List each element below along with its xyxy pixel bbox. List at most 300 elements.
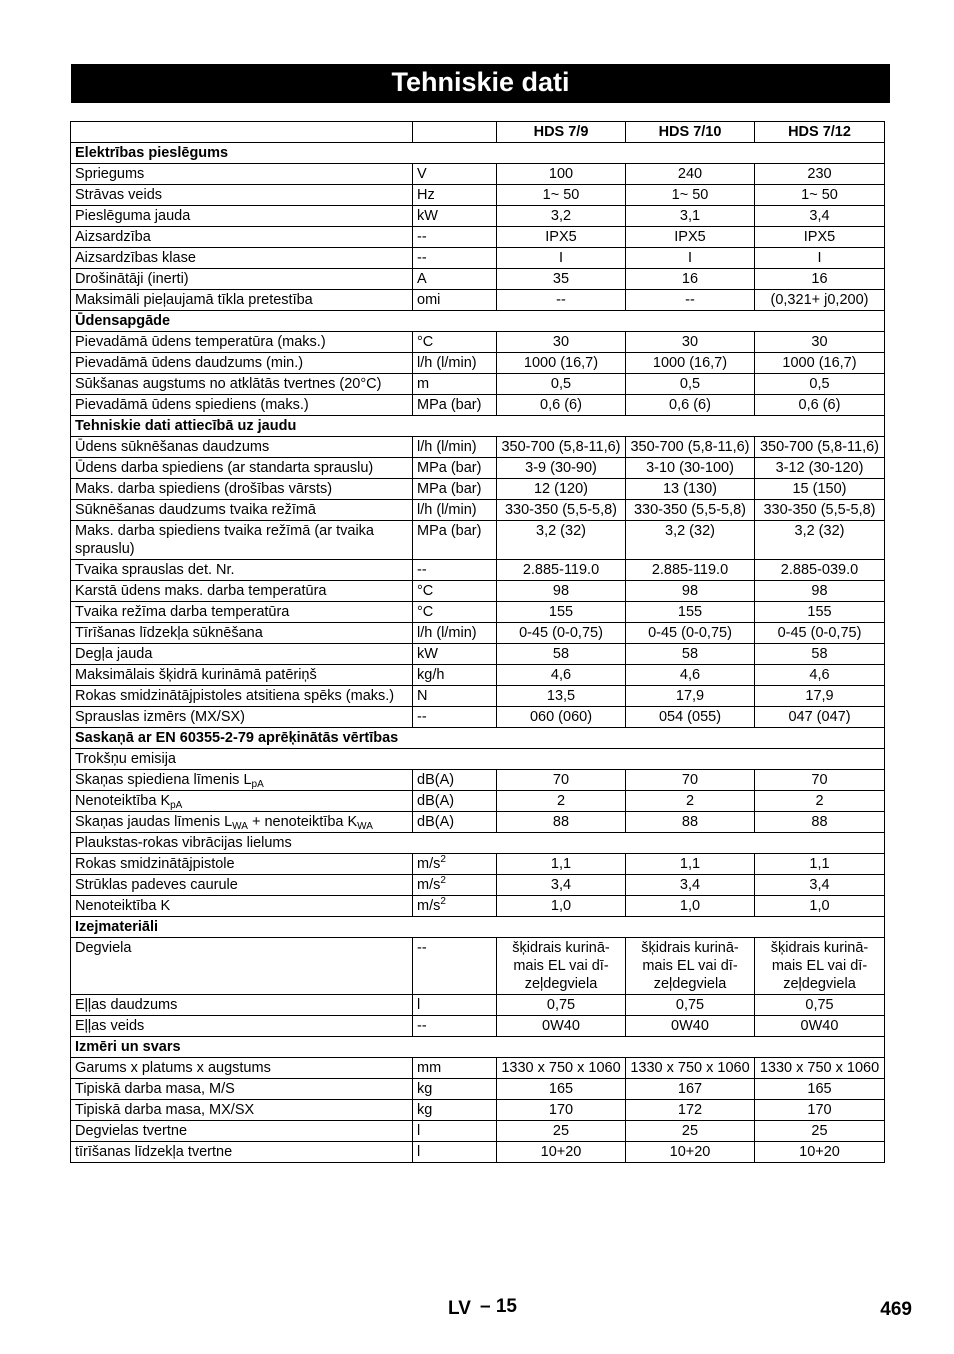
table-row bbox=[71, 227, 885, 248]
label-text: Eļļas veids bbox=[75, 1018, 145, 1034]
label-text: Ūdens darba spiediens (ar standarta sprauslu) bbox=[75, 460, 374, 476]
row-unit bbox=[413, 896, 497, 917]
table-row bbox=[71, 665, 885, 686]
value-cell: (0,321+ j0,200) bbox=[755, 290, 885, 311]
table-row bbox=[71, 875, 885, 896]
value-cell: IPX5 bbox=[626, 227, 755, 248]
label-text: Sprauslas izmērs (MX/SX) bbox=[75, 709, 246, 725]
table-row bbox=[71, 644, 885, 665]
value-cell: 330-350 (5,5-5,8) bbox=[755, 500, 885, 521]
row-label bbox=[71, 332, 413, 353]
value-cell: 170 bbox=[755, 1100, 885, 1121]
row-label bbox=[71, 602, 413, 623]
table-row bbox=[71, 1058, 885, 1079]
unit-text: kg bbox=[417, 1081, 433, 1097]
unit-text: MPa (bar) bbox=[417, 481, 482, 497]
table-row bbox=[71, 1121, 885, 1142]
label-text: Skaņas jaudas līmenis L bbox=[75, 814, 233, 830]
row-label bbox=[71, 707, 413, 728]
row-label bbox=[71, 644, 413, 665]
value-cell: 0-45 (0-0,75) bbox=[497, 623, 626, 644]
value-cell: 330-350 (5,5-5,8) bbox=[497, 500, 626, 521]
unit-text: l bbox=[417, 1123, 421, 1139]
row-label bbox=[71, 479, 413, 500]
label-text: Maks. darba spiediens tvaika režīmā (ar tvaika sprauslu) bbox=[75, 523, 374, 557]
row-label bbox=[71, 770, 413, 791]
label-text: Tvaika sprauslas det. Nr. bbox=[75, 562, 235, 578]
table-row bbox=[71, 791, 885, 812]
unit-text: V bbox=[417, 166, 427, 182]
value-cell: 054 (055) bbox=[626, 707, 755, 728]
row-unit bbox=[413, 938, 497, 995]
value-cell: 2.885-119.0 bbox=[497, 560, 626, 581]
value-cell: 155 bbox=[755, 602, 885, 623]
value-cell: 1000 (16,7) bbox=[497, 353, 626, 374]
value-cell: 2 bbox=[497, 791, 626, 812]
table-row bbox=[71, 938, 885, 995]
row-label bbox=[71, 458, 413, 479]
value-cell: 0,75 bbox=[755, 995, 885, 1016]
row-unit bbox=[413, 374, 497, 395]
value-cell: 0-45 (0-0,75) bbox=[755, 623, 885, 644]
value-cell: IPX5 bbox=[755, 227, 885, 248]
value-cell: I bbox=[626, 248, 755, 269]
spec-table bbox=[70, 121, 885, 1163]
value-cell: 1,1 bbox=[497, 854, 626, 875]
unit-text: -- bbox=[417, 229, 427, 245]
subsection-row bbox=[71, 833, 885, 854]
value-cell: 1~ 50 bbox=[497, 185, 626, 206]
value-cell: 13,5 bbox=[497, 686, 626, 707]
table-row bbox=[71, 206, 885, 227]
table-row bbox=[71, 1016, 885, 1037]
value-cell: 0W40 bbox=[626, 1016, 755, 1037]
value-cell: 0,75 bbox=[626, 995, 755, 1016]
value-cell: 30 bbox=[497, 332, 626, 353]
unit-text: omi bbox=[417, 292, 441, 308]
row-label bbox=[71, 1100, 413, 1121]
row-label bbox=[71, 1079, 413, 1100]
row-label bbox=[71, 1016, 413, 1037]
table-row bbox=[71, 164, 885, 185]
value-cell: 3,2 (32) bbox=[497, 521, 626, 560]
value-cell: 12 (120) bbox=[497, 479, 626, 500]
table-row bbox=[71, 332, 885, 353]
unit-superscript: 2 bbox=[440, 875, 446, 886]
row-unit bbox=[413, 185, 497, 206]
row-unit bbox=[413, 602, 497, 623]
value-cell: 3-12 (30-120) bbox=[755, 458, 885, 479]
value-cell: 2.885-039.0 bbox=[755, 560, 885, 581]
value-cell: 98 bbox=[626, 581, 755, 602]
unit-text: m/s bbox=[417, 898, 441, 914]
unit-text: -- bbox=[417, 940, 427, 956]
row-unit bbox=[413, 665, 497, 686]
row-unit bbox=[413, 395, 497, 416]
value-cell: 98 bbox=[755, 581, 885, 602]
table-row bbox=[71, 269, 885, 290]
value-cell: 0,6 (6) bbox=[626, 395, 755, 416]
unit-text: MPa (bar) bbox=[417, 397, 482, 413]
section-label: Saskaņā ar EN 60355-2-79 aprēķinātās vērtības bbox=[71, 728, 885, 749]
value-cell: 172 bbox=[626, 1100, 755, 1121]
row-unit bbox=[413, 521, 497, 560]
label-text: Eļļas daudzums bbox=[75, 997, 178, 1013]
row-unit bbox=[413, 623, 497, 644]
table-row bbox=[71, 353, 885, 374]
row-label bbox=[71, 164, 413, 185]
row-label bbox=[71, 665, 413, 686]
value-cell: 17,9 bbox=[626, 686, 755, 707]
label-text: Pievadāmā ūdens spiediens (maks.) bbox=[75, 397, 309, 413]
column-header bbox=[71, 122, 413, 143]
value-cell: 350-700 (5,8-11,6) bbox=[755, 437, 885, 458]
column-header: HDS 7/12 bbox=[755, 122, 885, 143]
unit-text: MPa (bar) bbox=[417, 523, 482, 539]
row-label bbox=[71, 353, 413, 374]
value-cell: 16 bbox=[626, 269, 755, 290]
value-cell: 88 bbox=[626, 812, 755, 833]
row-label bbox=[71, 875, 413, 896]
value-cell: 1330 x 750 x 1060 bbox=[755, 1058, 885, 1079]
unit-text: kg bbox=[417, 1102, 433, 1118]
value-cell: -- bbox=[626, 290, 755, 311]
value-cell: 3-10 (30-100) bbox=[626, 458, 755, 479]
row-label bbox=[71, 374, 413, 395]
table-header-row bbox=[71, 122, 885, 143]
value-cell: 0,5 bbox=[755, 374, 885, 395]
unit-text: mm bbox=[417, 1060, 442, 1076]
value-cell: 70 bbox=[497, 770, 626, 791]
value-cell: 3,1 bbox=[626, 206, 755, 227]
label-text: Nenoteiktība K bbox=[75, 898, 171, 914]
value-cell: 58 bbox=[497, 644, 626, 665]
row-unit bbox=[413, 1016, 497, 1037]
label-text: Aizsardzība bbox=[75, 229, 151, 245]
value-cell: 4,6 bbox=[755, 665, 885, 686]
table-row bbox=[71, 458, 885, 479]
unit-text: kW bbox=[417, 646, 438, 662]
table-row bbox=[71, 770, 885, 791]
row-label bbox=[71, 185, 413, 206]
value-cell: 30 bbox=[755, 332, 885, 353]
unit-text: -- bbox=[417, 1018, 427, 1034]
label-text: Spriegums bbox=[75, 166, 145, 182]
value-cell: šķidrais kurinā-mais EL vai dī-zeļdegviela bbox=[497, 938, 626, 995]
value-cell: 70 bbox=[626, 770, 755, 791]
row-unit bbox=[413, 707, 497, 728]
row-label bbox=[71, 395, 413, 416]
section-label: Elektrības pieslēgums bbox=[71, 143, 885, 164]
table-row bbox=[71, 395, 885, 416]
table-row bbox=[71, 521, 885, 560]
value-cell: 25 bbox=[755, 1121, 885, 1142]
row-unit bbox=[413, 290, 497, 311]
column-header: HDS 7/10 bbox=[626, 122, 755, 143]
table-row bbox=[71, 479, 885, 500]
value-cell: 1,0 bbox=[497, 896, 626, 917]
label-text: Nenoteiktība K bbox=[75, 793, 171, 809]
value-cell: 35 bbox=[497, 269, 626, 290]
value-cell: IPX5 bbox=[497, 227, 626, 248]
value-cell: šķidrais kurinā-mais EL vai dī-zeļdegviela bbox=[626, 938, 755, 995]
value-cell: 0,5 bbox=[497, 374, 626, 395]
table-row bbox=[71, 995, 885, 1016]
table-row bbox=[71, 374, 885, 395]
value-cell: 1330 x 750 x 1060 bbox=[626, 1058, 755, 1079]
table-row bbox=[71, 854, 885, 875]
value-cell: 70 bbox=[755, 770, 885, 791]
value-cell: 165 bbox=[497, 1079, 626, 1100]
row-unit bbox=[413, 269, 497, 290]
unit-text: dB(A) bbox=[417, 814, 455, 830]
value-cell: 047 (047) bbox=[755, 707, 885, 728]
label-text: Skaņas spiediena līmenis L bbox=[75, 772, 252, 788]
label-text: Tipiskā darba masa, M/S bbox=[75, 1081, 235, 1097]
unit-text: MPa (bar) bbox=[417, 460, 482, 476]
row-unit bbox=[413, 479, 497, 500]
row-unit bbox=[413, 1142, 497, 1163]
table-row bbox=[71, 812, 885, 833]
row-unit bbox=[413, 812, 497, 833]
row-unit bbox=[413, 854, 497, 875]
row-label bbox=[71, 1121, 413, 1142]
unit-text: A bbox=[417, 271, 427, 287]
value-cell: 13 (130) bbox=[626, 479, 755, 500]
label-subscript: pA bbox=[251, 779, 264, 790]
value-cell: 25 bbox=[626, 1121, 755, 1142]
value-cell: 1,0 bbox=[755, 896, 885, 917]
value-cell: 1330 x 750 x 1060 bbox=[497, 1058, 626, 1079]
value-cell: 0,6 (6) bbox=[497, 395, 626, 416]
value-cell: 98 bbox=[497, 581, 626, 602]
row-label bbox=[71, 269, 413, 290]
value-cell: 167 bbox=[626, 1079, 755, 1100]
label-text: Strāvas veids bbox=[75, 187, 163, 203]
label-text: Pievadāmā ūdens temperatūra (maks.) bbox=[75, 334, 326, 350]
value-cell: 3,2 (32) bbox=[626, 521, 755, 560]
section-label: Izmēri un svars bbox=[71, 1037, 885, 1058]
value-cell: 1000 (16,7) bbox=[626, 353, 755, 374]
value-cell: 16 bbox=[755, 269, 885, 290]
row-label bbox=[71, 206, 413, 227]
value-cell: 1000 (16,7) bbox=[755, 353, 885, 374]
section-label: Trokšņu emisija bbox=[71, 749, 885, 770]
label-text: Rokas smidzinātājpistole bbox=[75, 856, 235, 872]
value-cell: 0,75 bbox=[497, 995, 626, 1016]
value-cell: 88 bbox=[755, 812, 885, 833]
value-cell: 060 (060) bbox=[497, 707, 626, 728]
section-header-row bbox=[71, 143, 885, 164]
row-unit bbox=[413, 770, 497, 791]
row-unit bbox=[413, 227, 497, 248]
label-text: Karstā ūdens maks. darba temperatūra bbox=[75, 583, 327, 599]
unit-text: l bbox=[417, 997, 421, 1013]
label-subscript: WA bbox=[232, 821, 248, 832]
unit-text: l bbox=[417, 1144, 421, 1160]
label-text: Maks. darba spiediens (drošības vārsts) bbox=[75, 481, 333, 497]
value-cell: 3,2 (32) bbox=[755, 521, 885, 560]
footer-total-page: 469 bbox=[880, 1299, 912, 1320]
row-unit bbox=[413, 560, 497, 581]
row-label bbox=[71, 248, 413, 269]
label-text: Ūdens sūknēšanas daudzums bbox=[75, 439, 270, 455]
section-label: Izejmateriāli bbox=[71, 917, 885, 938]
label-text: + nenoteiktība K bbox=[247, 814, 358, 830]
unit-text: -- bbox=[417, 562, 427, 578]
label-subscript: pA bbox=[170, 800, 183, 811]
value-cell: 3-9 (30-90) bbox=[497, 458, 626, 479]
label-text: Degvielas tvertne bbox=[75, 1123, 188, 1139]
unit-superscript: 2 bbox=[440, 896, 446, 907]
row-label bbox=[71, 1058, 413, 1079]
label-text: Strūklas padeves caurule bbox=[75, 877, 238, 893]
label-text: Garums x platums x augstums bbox=[75, 1060, 271, 1076]
row-unit bbox=[413, 995, 497, 1016]
table-row bbox=[71, 623, 885, 644]
value-cell: 2.885-119.0 bbox=[626, 560, 755, 581]
value-cell: -- bbox=[497, 290, 626, 311]
row-label bbox=[71, 938, 413, 995]
value-cell: 17,9 bbox=[755, 686, 885, 707]
value-cell: 230 bbox=[755, 164, 885, 185]
unit-text: m bbox=[417, 376, 430, 392]
subsection-row bbox=[71, 749, 885, 770]
row-label bbox=[71, 560, 413, 581]
value-cell: 0-45 (0-0,75) bbox=[626, 623, 755, 644]
unit-text: dB(A) bbox=[417, 772, 455, 788]
label-text: Sūknēšanas daudzums tvaika režīmā bbox=[75, 502, 316, 518]
section-label: Ūdensapgāde bbox=[71, 311, 885, 332]
label-text: Drošinātāji (inerti) bbox=[75, 271, 189, 287]
value-cell: 10+20 bbox=[497, 1142, 626, 1163]
unit-text: N bbox=[417, 688, 428, 704]
section-header-row bbox=[71, 1037, 885, 1058]
label-text: Aizsardzības klase bbox=[75, 250, 196, 266]
row-label bbox=[71, 437, 413, 458]
row-unit bbox=[413, 500, 497, 521]
section-label: Plaukstas-rokas vibrācijas lielums bbox=[71, 833, 885, 854]
row-unit bbox=[413, 1058, 497, 1079]
value-cell: 58 bbox=[755, 644, 885, 665]
label-text: Maksimāli pieļaujamā tīkla pretestība bbox=[75, 292, 313, 308]
value-cell: I bbox=[755, 248, 885, 269]
row-label bbox=[71, 812, 413, 833]
value-cell: 0W40 bbox=[755, 1016, 885, 1037]
unit-text: °C bbox=[417, 334, 434, 350]
value-cell: 350-700 (5,8-11,6) bbox=[626, 437, 755, 458]
label-subscript: WA bbox=[357, 821, 373, 832]
row-label bbox=[71, 290, 413, 311]
section-header-row bbox=[71, 917, 885, 938]
table-row bbox=[71, 1100, 885, 1121]
value-cell: 1~ 50 bbox=[755, 185, 885, 206]
row-unit bbox=[413, 1121, 497, 1142]
label-text: Pievadāmā ūdens daudzums (min.) bbox=[75, 355, 304, 371]
row-unit bbox=[413, 164, 497, 185]
section-header-row bbox=[71, 416, 885, 437]
value-cell: 4,6 bbox=[497, 665, 626, 686]
label-text: Maksimālais šķidrā kurināmā patēriņš bbox=[75, 667, 317, 683]
value-cell: 155 bbox=[626, 602, 755, 623]
table-row bbox=[71, 707, 885, 728]
section-label: Tehniskie dati attiecībā uz jaudu bbox=[71, 416, 885, 437]
value-cell: 10+20 bbox=[755, 1142, 885, 1163]
unit-text: kg/h bbox=[417, 667, 445, 683]
table-row bbox=[71, 290, 885, 311]
unit-text: l/h (l/min) bbox=[417, 355, 477, 371]
value-cell: 58 bbox=[626, 644, 755, 665]
row-unit bbox=[413, 437, 497, 458]
section-header-row bbox=[71, 728, 885, 749]
table-row bbox=[71, 248, 885, 269]
label-text: Sūkšanas augstums no atklātās tvertnes (20°C) bbox=[75, 376, 382, 392]
label-text: tīrīšanas līdzekļa tvertne bbox=[75, 1144, 233, 1160]
value-cell: 2 bbox=[626, 791, 755, 812]
label-text: Pieslēguma jauda bbox=[75, 208, 191, 224]
unit-text: l/h (l/min) bbox=[417, 625, 477, 641]
label-text: Rokas smidzinātājpistoles atsitiena spēks (maks.) bbox=[75, 688, 395, 704]
row-unit bbox=[413, 1100, 497, 1121]
label-text: Tīrīšanas līdzekļa sūknēšana bbox=[75, 625, 263, 641]
table-row bbox=[71, 437, 885, 458]
unit-text: dB(A) bbox=[417, 793, 455, 809]
value-cell: 15 (150) bbox=[755, 479, 885, 500]
row-label bbox=[71, 686, 413, 707]
table-row bbox=[71, 500, 885, 521]
row-unit bbox=[413, 353, 497, 374]
table-row bbox=[71, 560, 885, 581]
row-label bbox=[71, 521, 413, 560]
row-unit bbox=[413, 791, 497, 812]
unit-text: Hz bbox=[417, 187, 435, 203]
table-row bbox=[71, 896, 885, 917]
column-header bbox=[413, 122, 497, 143]
label-text: Tvaika režīma darba temperatūra bbox=[75, 604, 290, 620]
row-unit bbox=[413, 875, 497, 896]
unit-text: l/h (l/min) bbox=[417, 439, 477, 455]
value-cell: 1,0 bbox=[626, 896, 755, 917]
row-label bbox=[71, 581, 413, 602]
value-cell: 25 bbox=[497, 1121, 626, 1142]
value-cell: 165 bbox=[755, 1079, 885, 1100]
row-label bbox=[71, 500, 413, 521]
row-unit bbox=[413, 206, 497, 227]
unit-text: °C bbox=[417, 583, 434, 599]
row-label bbox=[71, 995, 413, 1016]
unit-text: l/h (l/min) bbox=[417, 502, 477, 518]
value-cell: 4,6 bbox=[626, 665, 755, 686]
row-label bbox=[71, 623, 413, 644]
value-cell: 155 bbox=[497, 602, 626, 623]
column-header: HDS 7/9 bbox=[497, 122, 626, 143]
footer-page-number: – 15 bbox=[480, 1296, 517, 1317]
unit-text: °C bbox=[417, 604, 434, 620]
table-row bbox=[71, 185, 885, 206]
page-title: Tehniskie dati bbox=[71, 64, 890, 103]
value-cell: 0,6 (6) bbox=[755, 395, 885, 416]
value-cell: šķidrais kurinā-mais EL vai dī-zeļdegviela bbox=[755, 938, 885, 995]
value-cell: 170 bbox=[497, 1100, 626, 1121]
unit-superscript: 2 bbox=[440, 854, 446, 865]
row-unit bbox=[413, 581, 497, 602]
row-unit bbox=[413, 1079, 497, 1100]
value-cell: 330-350 (5,5-5,8) bbox=[626, 500, 755, 521]
table-row bbox=[71, 602, 885, 623]
row-label bbox=[71, 896, 413, 917]
value-cell: 0W40 bbox=[497, 1016, 626, 1037]
table-row bbox=[71, 1142, 885, 1163]
